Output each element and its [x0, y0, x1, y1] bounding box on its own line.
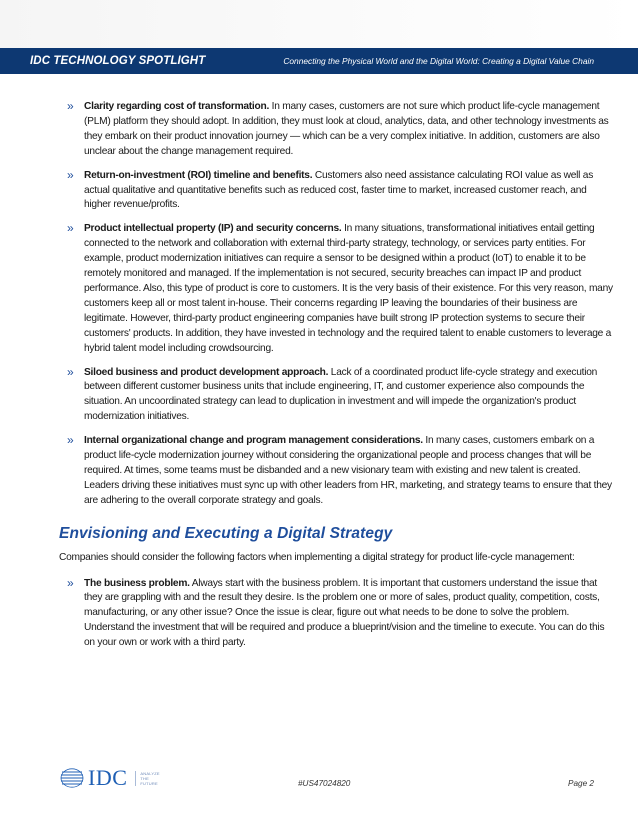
tagline-line: THE: [140, 775, 149, 781]
bullet-body: In many cases, customers are not sure which product life-cycle management (PLM) platform they should adopt. In addition, they must look at cloud, analytics, data, and other technology investments as they embark on their product innovation journey — which can be a very complex initiative. In addition, customers are also unclear about the change management required.: [84, 101, 609, 157]
top-strip: [0, 0, 638, 48]
bullet-body: Always start with the business problem. It is important that customers understand the issue that they are grappling with and the result they desire. Is the problem one or more of sales, product quality, competition, costs, manufacturing, or any other issue? Once the issue is clear, figure out what needs to be done to solve the problem. Understand the investment that will be required and produce a blueprint/vision and the timeline to execute. You can do this on your own or work with a third party.: [84, 577, 605, 649]
section-heading: Envisioning and Executing a Digital Strategy: [59, 524, 393, 542]
bullet-item: [59, 169, 615, 214]
tagline-line: ANALYZE: [140, 770, 160, 776]
logo-text: IDC: [88, 765, 128, 790]
bullet-item: [59, 366, 615, 426]
bullet-body: In many cases, customers embark on a product life-cycle modernization journey without considering the organizational people and process changes that will be required. At times, some teams must be disbanded and a new visionary team with existing and new talent is created. Leaders driving these initiatives must sync up with other leaders from HR, marketing, and strategy teams to ensure that they are adhering to the overall corporate strategy and goals.: [84, 435, 612, 506]
bullet-title: The business problem.: [84, 577, 190, 589]
section-intro: Companies should consider the following factors when implementing a digital strategy for product life-cycle management:: [59, 551, 575, 563]
bullet-body: In many situations, transformational initiatives entail getting connected to the network and collaboration with external third-party strategy, technology, or services party entities. For example, product modernization initiatives can require a sensor to be designed within a product (IoT) to enable it to be remotely monitored and managed. If the implementation is not secured, security breaches can impact IP and product performance. Also, this type of product is core to customers. It is the very basis of their existence. For this very reason, many customers keep all or most talent in-house. Their concerns regarding IP leaving the boundaries of their business are legitimate. However, third-party product engineering companies have built strong IP protection systems to secure their customers' products. In addition, they have invested in technology and the required talent to enable customers to leverage a hybrid talent model including crowdsourcing.: [84, 223, 613, 354]
bullet-chevron-icon: »: [67, 167, 74, 182]
bullet-title: Clarity regarding cost of transformation.: [84, 101, 270, 112]
bullet-item: [59, 577, 615, 652]
document-id: #US47024820: [298, 779, 351, 788]
bullet-chevron-icon: »: [67, 364, 74, 379]
bullet-title: Return-on-investment (ROI) timeline and benefits.: [84, 169, 313, 181]
bullet-item: [59, 222, 615, 356]
idc-logo: [60, 765, 160, 790]
bullet-chevron-icon: »: [67, 99, 74, 113]
bullet-item: [59, 100, 615, 160]
page-footer: [0, 760, 638, 796]
bullet-title: Siloed business and product development approach.: [84, 366, 329, 378]
bullet-item: [59, 434, 615, 509]
tagline-line: FUTURE: [140, 780, 158, 786]
header-document-title: Connecting the Physical World and the Digital World: Creating a Digital Value Chain: [283, 56, 594, 66]
bullet-chevron-icon: »: [67, 221, 74, 236]
page-content: [59, 100, 615, 660]
logo-tagline: [135, 771, 159, 786]
bullet-title: Product intellectual property (IP) and security concerns.: [84, 223, 342, 235]
bullet-chevron-icon: »: [67, 575, 74, 590]
bullet-chevron-icon: »: [67, 433, 74, 448]
header-spotlight-label: IDC TECHNOLOGY SPOTLIGHT: [30, 55, 206, 67]
header-banner: [0, 48, 638, 74]
page-number: Page 2: [568, 779, 594, 788]
bullet-title: Internal organizational change and program management considerations.: [84, 435, 423, 447]
bullet-body: Customers also need assistance calculating ROI value as well as actual qualitative and quantitative benefits such as reduced cost, faster time to market, increased customer reach, and higher revenue/profits.: [84, 169, 594, 211]
globe-icon: [60, 768, 84, 788]
bullet-body: Lack of a coordinated product life-cycle strategy and execution between different customer business units that include engineering, IT, and customer experience also compounds the situation. An uncoordinated strategy can lead to duplication in investment and will impede the organization's product modernization initiatives.: [84, 366, 598, 423]
